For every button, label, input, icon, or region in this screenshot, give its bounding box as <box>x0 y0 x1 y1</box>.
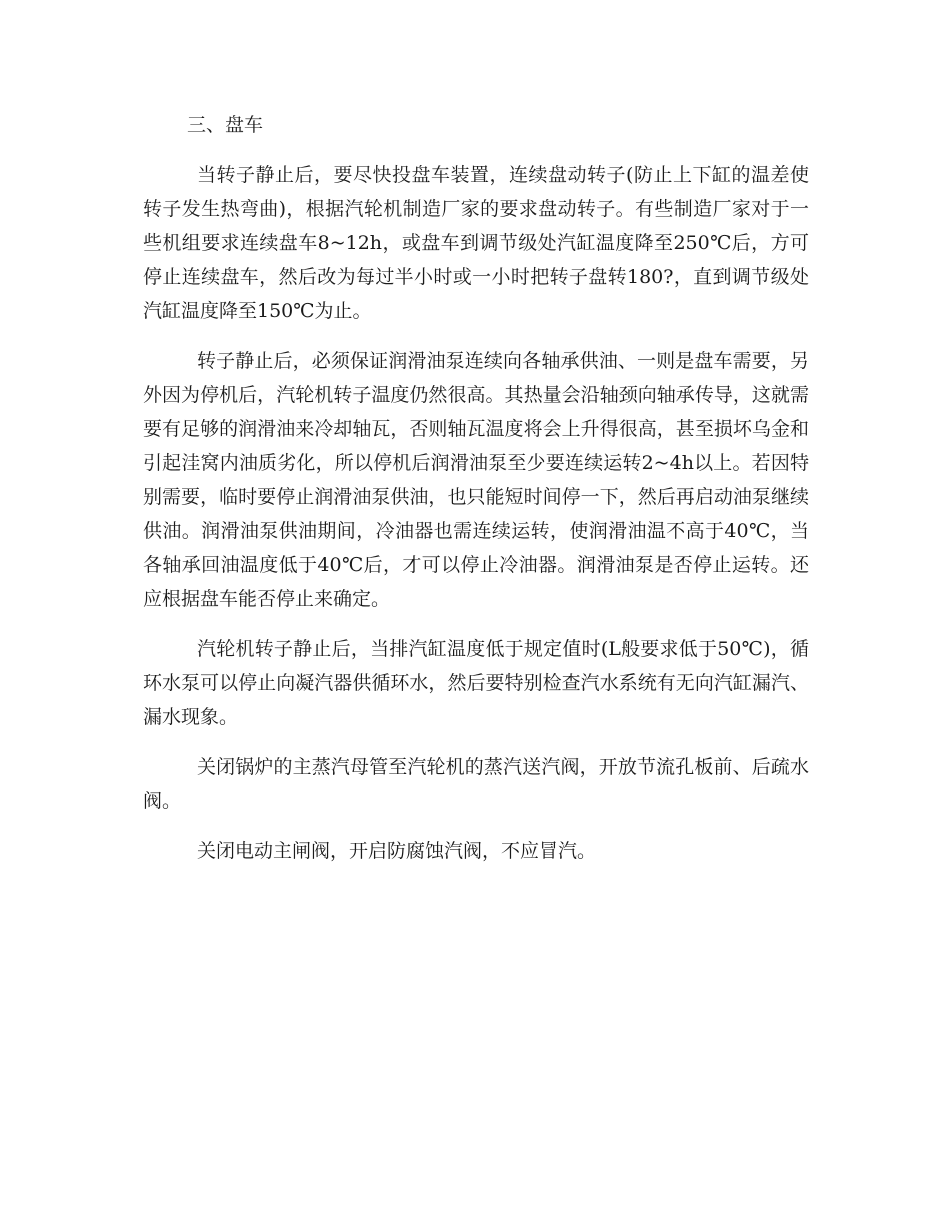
paragraph-lube-oil-pump: 转子静止后，必须保证润滑油泵连续向各轴承供油、一则是盘车需要，另外因为停机后，汽轮机转子温度仍然很高。其热量会沿轴颈向轴承传导，这就需要有足够的润滑油来冷却轴瓦，否则轴瓦温度将会上升得很高，甚至损坏乌金和引起洼窝内油质劣化，所以停机后润滑油泵至少要连续运转2~4h以上。若因特别需要，临时要停止润滑油泵供油，也只能短时间停一下，然后再启动油泵继续供油。润滑油泵供油期间，冷油器也需连续运转，使润滑油温不高于40℃，当各轴承回油温度低于40℃后，才可以停止冷油器。润滑油泵是否停止运转。还应根据盘车能否停止来确定。 <box>143 350 809 610</box>
paragraph-circulating-water: 汽轮机转子静止后，当排汽缸温度低于规定值时(L般要求低于50℃)，循环水泵可以停止向凝汽器供循环水，然后要特别检查汽水系统有无向汽缸漏汽、漏水现象。 <box>143 638 809 728</box>
document-body <box>143 108 809 884</box>
section-heading: 三、盘车 <box>187 114 264 136</box>
paragraph-steam-valve: 关闭锅炉的主蒸汽母管至汽轮机的蒸汽送汽阀，开放节流孔板前、后疏水阀。 <box>143 756 809 812</box>
paragraph-main-gate-valve: 关闭电动主闸阀，开启防腐蚀汽阀，不应冒汽。 <box>197 840 597 862</box>
paragraph-rotor-turning: 当转子静止后，要尽快投盘车装置，连续盘动转子(防止上下缸的温差使转子发生热弯曲)，根据汽轮机制造厂家的要求盘动转子。有些制造厂家对于一些机组要求连续盘车8~12h，或盘车到调节级处汽缸温度降至250℃后，方可停止连续盘车，然后改为每过半小时或一小时把转子盘转180?，直到调节级处汽缸温度降至150℃为止。 <box>143 164 809 322</box>
